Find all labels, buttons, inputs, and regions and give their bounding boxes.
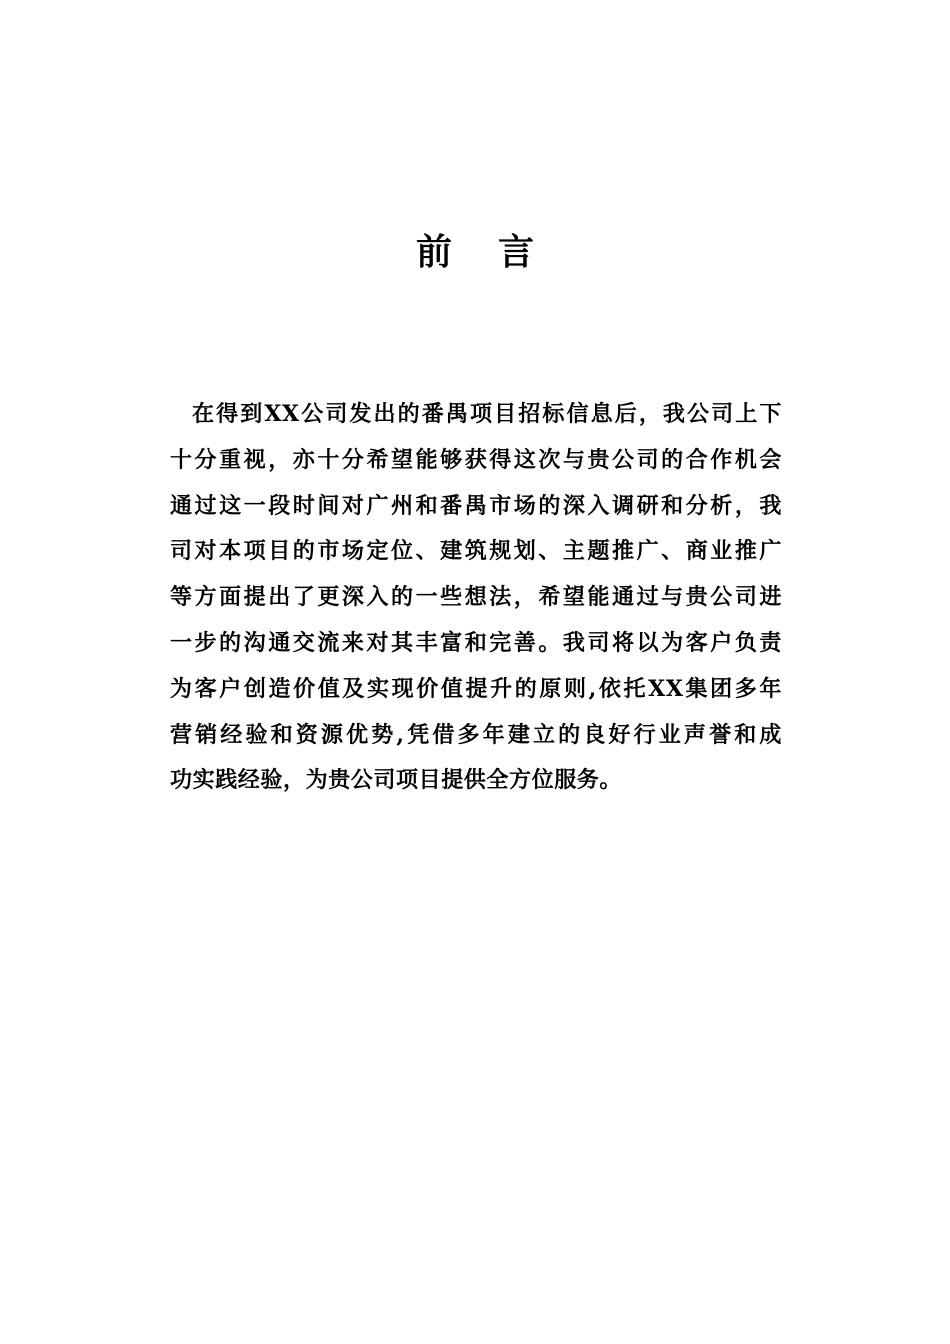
title-char-2: 言: [498, 231, 535, 273]
preface-paragraph: [170, 396, 782, 808]
paragraph-line: 十分重视，亦十分希望能够获得这次与贵公司的合作机会: [170, 446, 782, 473]
paragraph-line: 营销经验和资源优势,凭借多年建立的良好行业声誉和成: [170, 721, 782, 748]
paragraph-line: 司对本项目的市场定位、建筑规划、主题推广、商业推广: [170, 538, 782, 565]
paragraph-line: 通过这一段时间对广州和番禺市场的深入调研和分析，我: [170, 492, 782, 519]
paragraph-line: 功实践经验，为贵公司项目提供全方位服务。: [170, 767, 623, 794]
paragraph-line: 等方面提出了更深入的一些想法，希望能通过与贵公司进: [170, 584, 782, 611]
page-title: [0, 226, 950, 278]
title-char-1: 前: [415, 231, 452, 273]
paragraph-line: 在得到XX公司发出的番禺项目招标信息后，我公司上下: [192, 401, 782, 427]
paragraph-line: 一步的沟通交流来对其丰富和完善。我司将以为客户负责: [170, 629, 782, 656]
paragraph-line: 为客户创造价值及实现价值提升的原则,依托XX集团多年: [170, 675, 782, 702]
